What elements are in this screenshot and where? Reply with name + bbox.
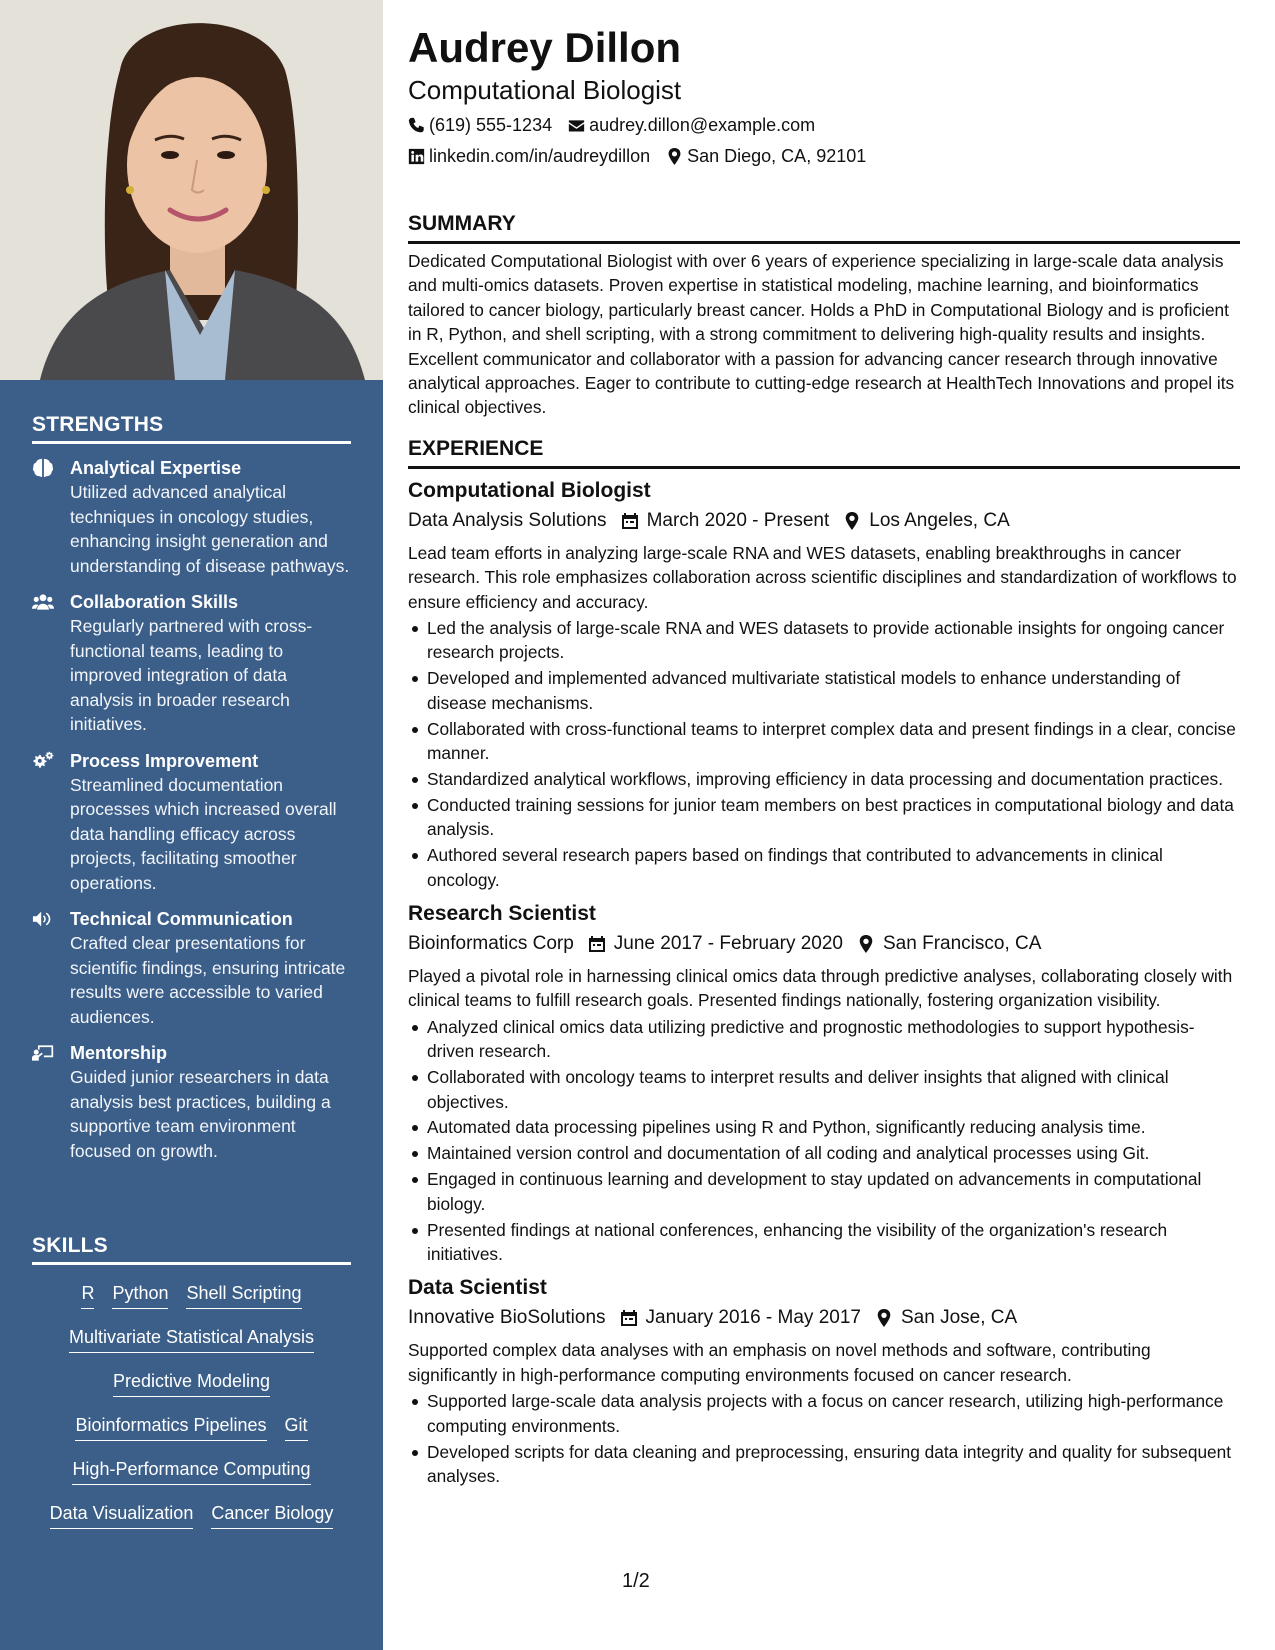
main-content [408, 22, 1240, 1490]
strength-desc: Regularly partnered with cross-functional teams, leading to improved integration of data analysis in broader research initiatives. [70, 616, 313, 734]
strength-desc: Streamlined documentation processes which increased overall data handling efficacy across projects, facilitating smoother operations. [70, 774, 337, 893]
job-location: San Francisco, CA [883, 933, 1042, 955]
location-text: San Diego, CA, 92101 [687, 146, 867, 166]
phone-number: (619) 555-1234 [429, 115, 553, 135]
list-item: Standardized analytical workflows, improving efficiency in data processing and documentation practices. [408, 767, 1240, 791]
skill-row [32, 1501, 351, 1529]
job-description: Lead team efforts in analyzing large-scale RNA and WES datasets, enabling breakthroughs in cancer research. This role emphasizes collaboration across scientific disciplines and standardization of workflows to ensure efficiency and accuracy. [408, 542, 1237, 612]
list-item: Analyzed clinical omics data utilizing predictive and prognostic methodologies to support hypothesis-driven research. [408, 1015, 1240, 1064]
skill-tag: Python [112, 1281, 168, 1309]
skills-heading: SKILLS [32, 1234, 351, 1265]
strength-title: Process Improvement [70, 750, 259, 771]
strength-desc: Guided junior researchers in data analysis best practices, building a supportive team environment focused on growth. [70, 1067, 331, 1161]
job-title: Data Scientist [408, 1276, 547, 1300]
job-meta [408, 1304, 1240, 1332]
job-bullets [408, 1015, 1240, 1267]
phone-contact [408, 112, 552, 138]
map-marker-icon [875, 1309, 893, 1327]
email-contact[interactable] [568, 112, 815, 138]
candidate-name: Audrey Dillon [408, 24, 682, 71]
job-entry [408, 477, 1240, 892]
skill-tag: High-Performance Computing [72, 1457, 310, 1485]
job-title: Research Scientist [408, 902, 596, 926]
strengths-section [32, 413, 351, 1163]
sidebar [0, 0, 383, 1650]
skill-tag: Predictive Modeling [113, 1369, 270, 1397]
experience-section [408, 436, 1240, 1489]
job-title: Computational Biologist [408, 478, 651, 502]
phone-icon [408, 117, 425, 134]
linkedin-icon [408, 148, 425, 165]
job-company: Data Analysis Solutions [408, 509, 607, 531]
chalkboard-teacher-icon [32, 1041, 70, 1163]
skill-row [32, 1281, 351, 1309]
strength-item [32, 907, 351, 1029]
job-meta [408, 507, 1240, 535]
experience-heading: EXPERIENCE [408, 436, 1240, 469]
strength-item [32, 590, 351, 737]
strength-item [32, 749, 351, 896]
map-marker-icon [666, 148, 683, 165]
strength-item [32, 1041, 351, 1163]
contact-row [408, 112, 1240, 138]
list-item: Developed and implemented advanced multivariate statistical models to enhance understanding of disease mechanisms. [408, 666, 1240, 715]
map-marker-icon [843, 512, 861, 530]
strength-title: Collaboration Skills [70, 592, 239, 612]
job-location: San Jose, CA [900, 1307, 1018, 1329]
users-icon [32, 590, 70, 737]
skill-row [32, 1369, 351, 1397]
list-item: Supported large-scale data analysis projects with a focus on cancer research, utilizing high-performance computing environments. [408, 1389, 1240, 1438]
profile-photo [0, 0, 383, 380]
list-item: Collaborated with oncology teams to interpret results and deliver insights that aligned with clinical objectives. [408, 1065, 1240, 1114]
skill-tag: Git [285, 1413, 308, 1441]
job-meta [408, 930, 1240, 958]
job-dates: March 2020 - Present [646, 509, 830, 531]
skill-tag: Data Visualization [50, 1501, 194, 1529]
calendar-icon [620, 1309, 638, 1327]
skill-row [32, 1457, 351, 1485]
calendar-icon [621, 512, 639, 530]
job-location: Los Angeles, CA [869, 509, 1010, 531]
list-item: Developed scripts for data cleaning and preprocessing, ensuring data integrity and quality for subsequent analyses. [408, 1440, 1240, 1489]
summary-heading: SUMMARY [408, 211, 1240, 244]
list-item: Authored several research papers based on findings that contributed to advancements in clinical oncology. [408, 843, 1240, 892]
linkedin-url[interactable]: linkedin.com/in/audreydillon [429, 146, 651, 166]
strength-title: Technical Communication [70, 909, 293, 929]
skill-row [32, 1413, 351, 1441]
list-item: Maintained version control and documentation of all coding and analytical processes using Git. [408, 1141, 1240, 1165]
skill-tag: Cancer Biology [211, 1501, 333, 1529]
linkedin-contact[interactable] [408, 143, 650, 169]
strengths-heading: STRENGTHS [32, 413, 351, 444]
email-address[interactable]: audrey.dillon@example.com [589, 115, 816, 135]
list-item: Conducted training sessions for junior team members on best practices in computational biology and data analysis. [408, 793, 1240, 842]
strength-desc: Crafted clear presentations for scientific findings, ensuring intricate results were accessible to varied audiences. [70, 933, 346, 1027]
list-item: Collaborated with cross-functional teams to interpret complex data and present findings in a clear, concise manner. [408, 717, 1240, 766]
skill-tag: R [81, 1281, 94, 1309]
job-description: Played a pivotal role in harnessing clinical omics data through predictive analyses, collaborating closely with clinical teams to fulfill research goals. Presented findings nationally, fostering organization visibility. [408, 966, 1233, 1011]
summary-text: Dedicated Computational Biologist with over 6 years of experience specializing in large-scale data analysis and multi-omics datasets. Proven expertise in statistical modeling, machine learning, and bioinformatics tailored to cancer biology, particularly breast cancer. Holds a PhD in Computational Biology and is proficient in R, Python, and shell scripting, with a strong commitment to delivering high-quality results and insights. Excellent communicator and collaborator with a passion for advancing cancer research through innovative analytical approaches. Eager to contribute to cutting-edge research at HealthTech Innovations and propel its clinical objectives. [408, 251, 1235, 418]
skill-row [32, 1325, 351, 1353]
volume-icon [32, 907, 70, 1029]
job-entry [408, 900, 1240, 1266]
job-entry [408, 1274, 1240, 1488]
calendar-icon [588, 935, 606, 953]
skills-list [32, 1281, 351, 1529]
page-number: 1/2 [622, 1570, 650, 1592]
strength-desc: Utilized advanced analytical techniques in oncology studies, enhancing insight generation and understanding of disease pathways. [70, 482, 350, 576]
location-contact [666, 143, 866, 169]
list-item: Engaged in continuous learning and development to stay updated on advancements in computational biology. [408, 1167, 1240, 1216]
job-company: Bioinformatics Corp [408, 933, 574, 955]
job-company: Innovative BioSolutions [408, 1307, 606, 1329]
strength-title: Analytical Expertise [70, 458, 242, 478]
skills-section [32, 1234, 351, 1529]
brain-icon [32, 456, 70, 578]
strength-title: Mentorship [70, 1043, 167, 1063]
job-bullets [408, 1389, 1240, 1488]
list-item: Automated data processing pipelines using R and Python, significantly reducing analysis time. [408, 1115, 1240, 1139]
skill-tag: Shell Scripting [186, 1281, 301, 1309]
job-bullets [408, 616, 1240, 892]
job-dates: June 2017 - February 2020 [613, 933, 843, 955]
gears-icon [32, 749, 70, 896]
skill-tag: Bioinformatics Pipelines [75, 1413, 266, 1441]
map-marker-icon [857, 935, 875, 953]
job-dates: January 2016 - May 2017 [645, 1307, 861, 1329]
list-item: Presented findings at national conferences, enhancing the visibility of the organization's research initiatives. [408, 1218, 1240, 1267]
skill-tag: Multivariate Statistical Analysis [69, 1325, 314, 1353]
contact-row [408, 143, 1240, 169]
strength-item [32, 456, 351, 578]
summary-section [408, 211, 1240, 420]
envelope-icon [568, 117, 585, 134]
job-description: Supported complex data analyses with an emphasis on novel methods and software, contributing significantly in high-performance computing environments focused on cancer research. [408, 1340, 1151, 1385]
list-item: Led the analysis of large-scale RNA and WES datasets to provide actionable insights for ongoing cancer research projects. [408, 616, 1240, 665]
candidate-role: Computational Biologist [408, 75, 682, 105]
